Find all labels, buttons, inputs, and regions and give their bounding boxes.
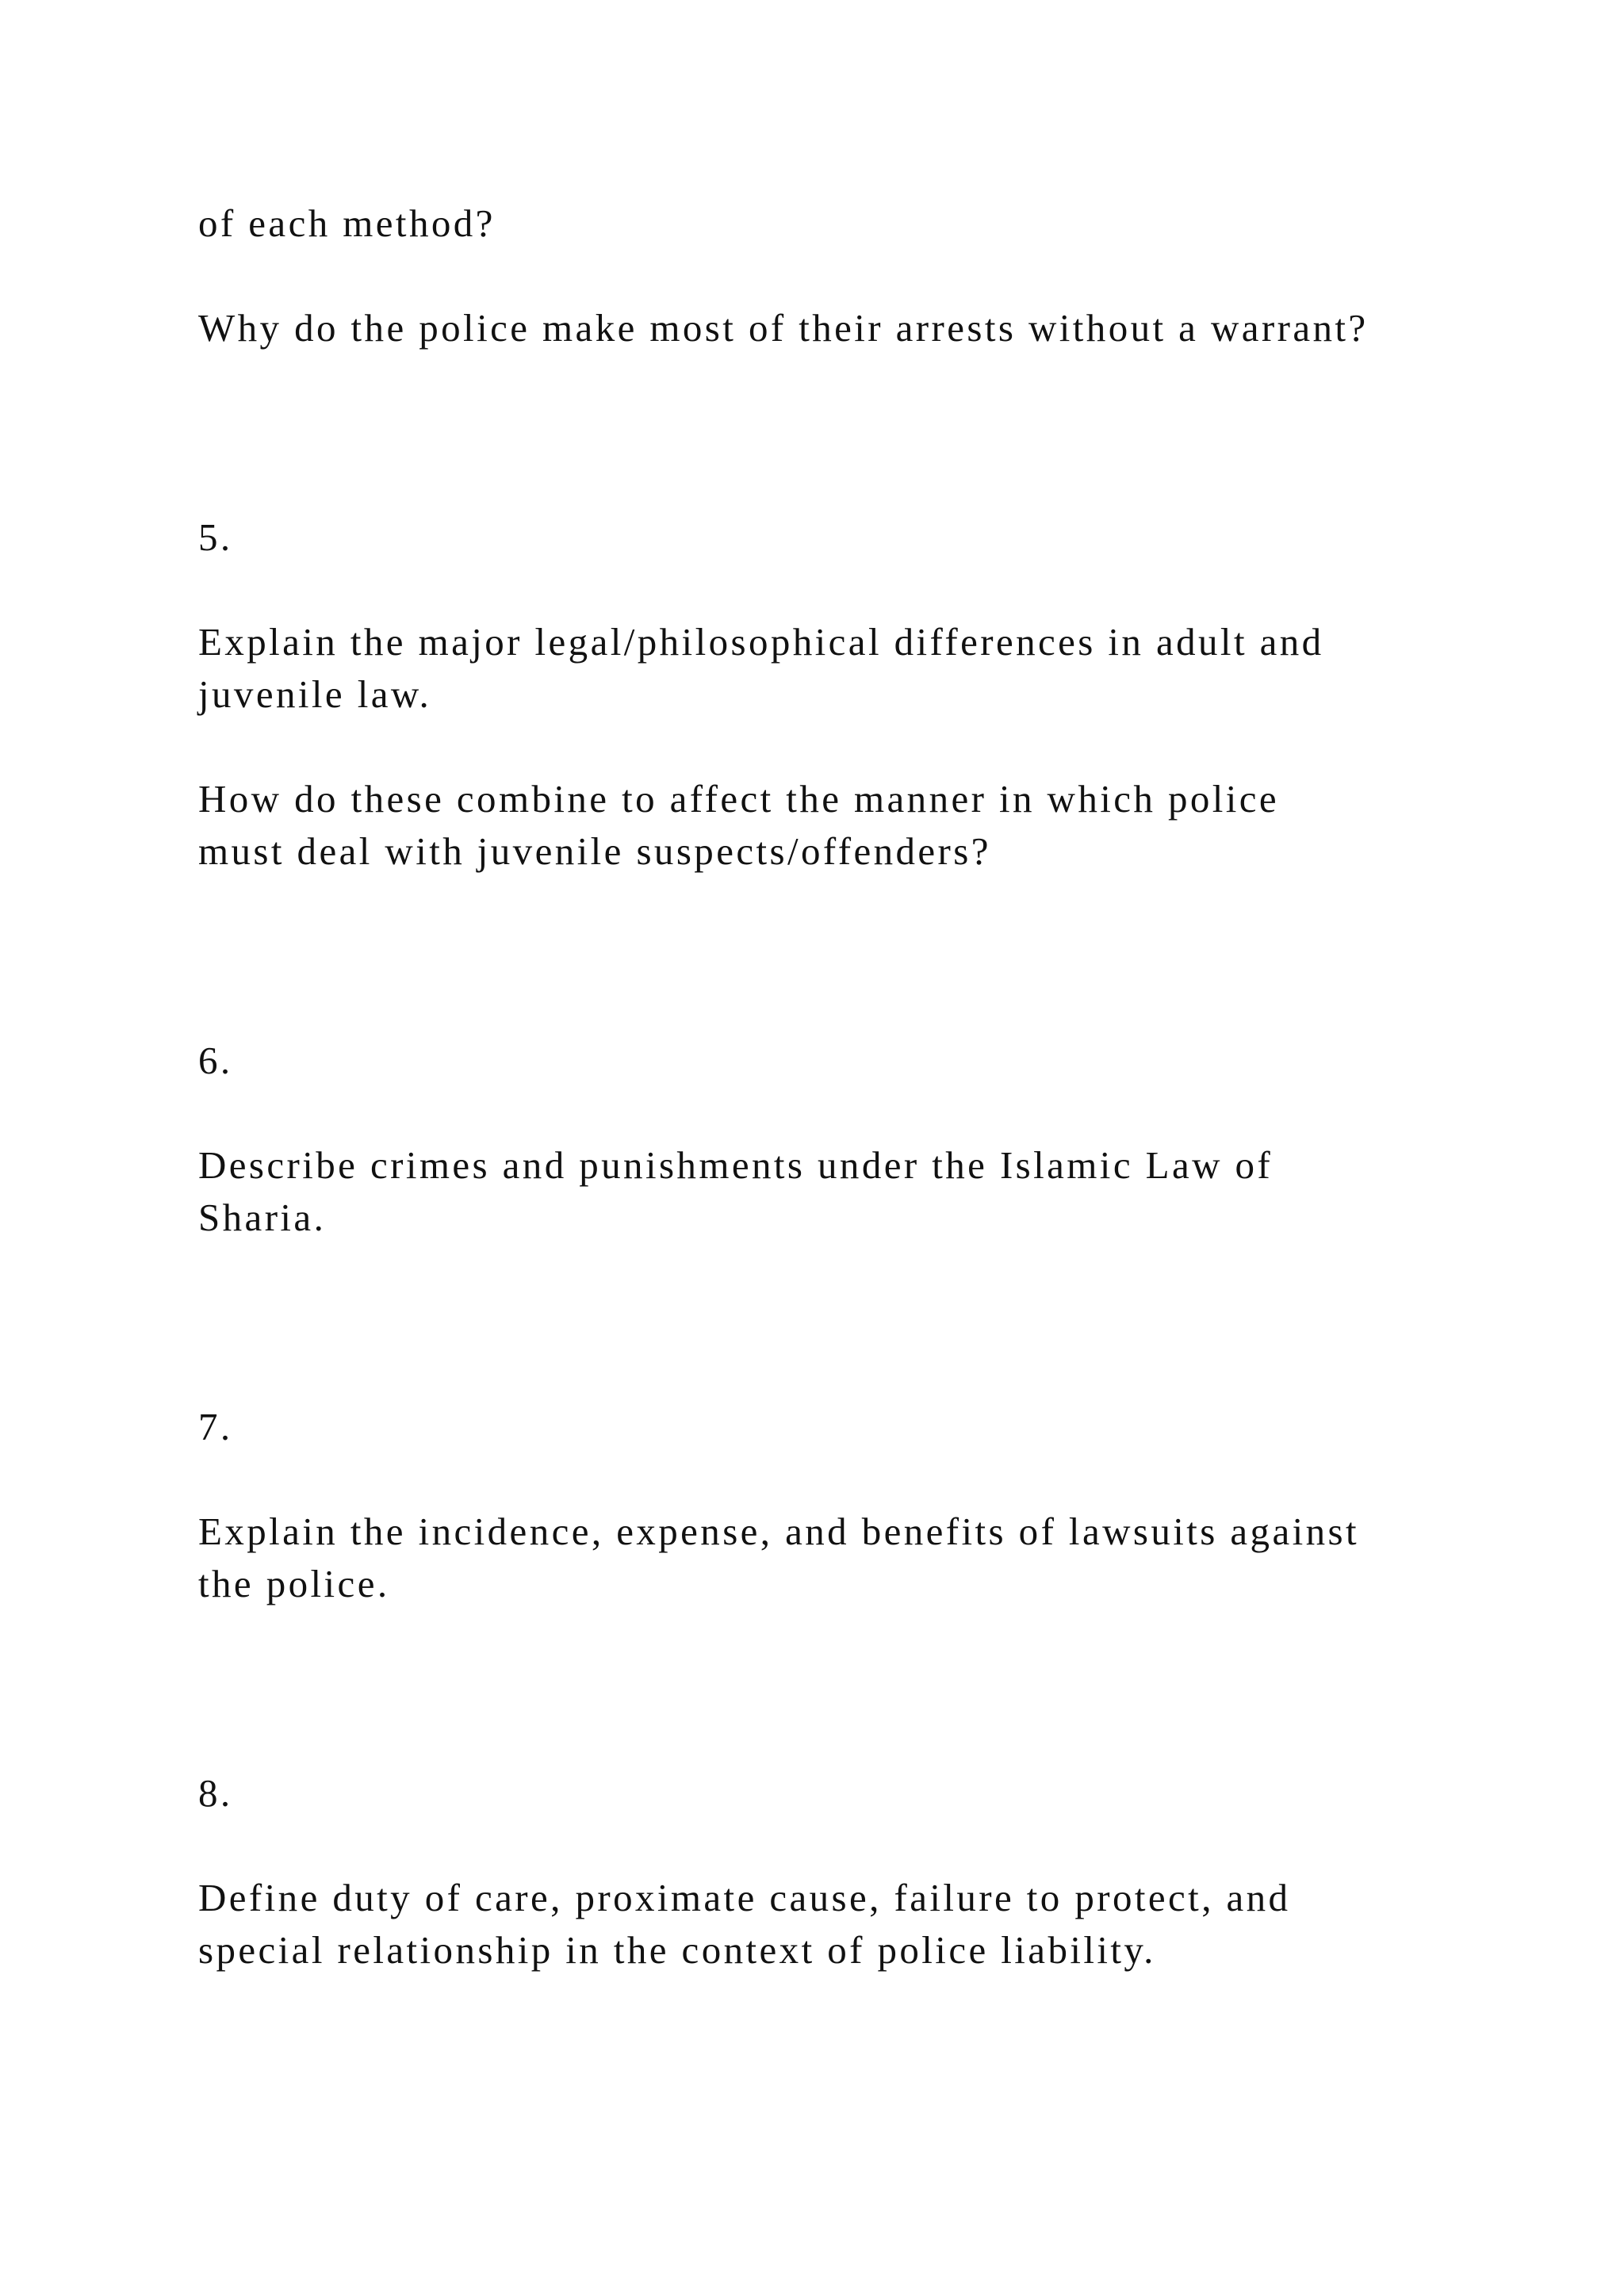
question-6-prompt-line-2: Sharia. <box>198 1196 327 1239</box>
continuation-text: of each method? <box>198 201 496 245</box>
question-6-number: 6. <box>198 1039 233 1082</box>
question-7-prompt-line-1: Explain the incidence, expense, and benefits of lawsuits against <box>198 1510 1359 1553</box>
question-7-prompt-line-2: the police. <box>198 1562 390 1605</box>
question-5-prompt-line-1: Explain the major legal/philosophical differences in adult and <box>198 620 1324 664</box>
question-6-prompt-line-1: Describe crimes and punishments under the Islamic Law of <box>198 1143 1274 1187</box>
question-8-prompt-line-1: Define duty of care, proximate cause, failure to protect, and <box>198 1876 1291 1919</box>
question-4-followup: Why do the police make most of their arrests without a warrant? <box>198 306 1369 350</box>
question-5-number: 5. <box>198 515 233 559</box>
question-5-prompt-line-2: juvenile law. <box>198 672 432 716</box>
question-8-number: 8. <box>198 1771 233 1815</box>
question-8-prompt-line-2: special relationship in the context of police liability. <box>198 1928 1156 1972</box>
question-5-followup-line-2: must deal with juvenile suspects/offenders? <box>198 829 991 873</box>
question-7-number: 7. <box>198 1405 233 1448</box>
question-5-followup-line-1: How do these combine to affect the manner in which police <box>198 777 1280 821</box>
